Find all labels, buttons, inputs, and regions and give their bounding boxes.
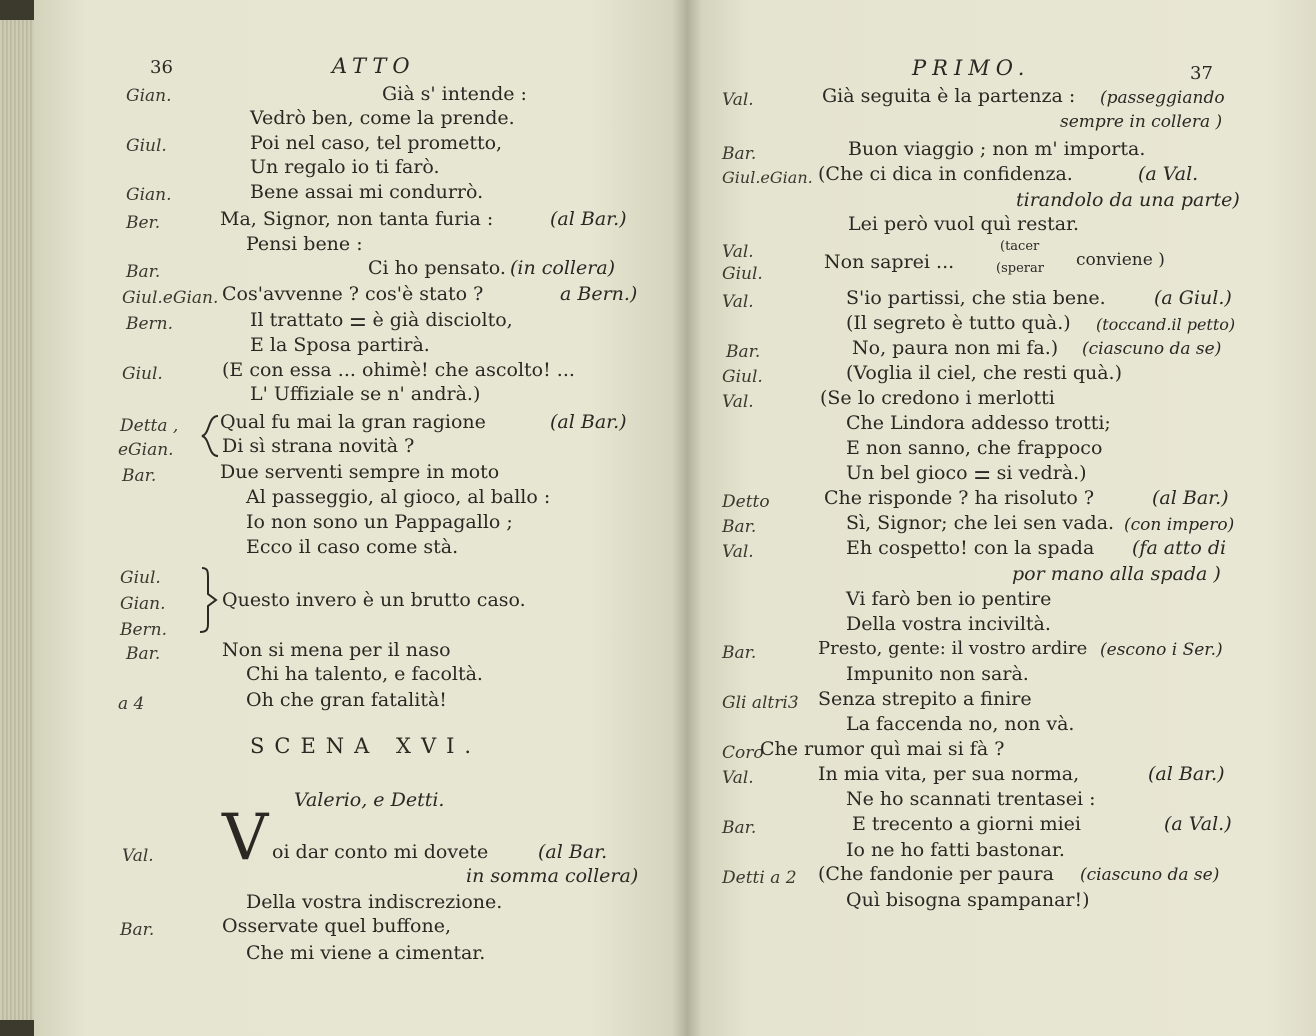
verse-line: Ecco il caso come stà. [246, 536, 459, 558]
verse-line: Un bel gioco ⚌ si vedrà.) [846, 462, 1087, 484]
alternative-top: (tacer [1000, 239, 1040, 254]
verse-line: Cos'avvenne ? cos'è stato ? [222, 283, 484, 305]
verse-line: Poi nel caso, tel prometto, [250, 132, 503, 154]
page-number-left: 36 [150, 57, 173, 78]
verse-line: Ma, Signor, non tanta furia : [220, 208, 494, 230]
stage-direction: (al Bar.) [550, 208, 627, 230]
verse-line: Che Lindora addesso trotti; [846, 412, 1111, 434]
speaker: Bar. [122, 466, 157, 486]
verse-line: Della vostra inciviltà. [846, 613, 1051, 635]
stage-direction: (a Val.) [1164, 813, 1232, 835]
verse-line: Non si mena per il naso [222, 639, 451, 661]
verse-line: Qual fu mai la gran ragione [220, 411, 486, 433]
verse-line: L' Uffiziale se n' andrà.) [250, 383, 481, 405]
scene-characters: Valerio, e Detti. [294, 789, 445, 811]
scene-title: SCENA XVI. [250, 734, 482, 758]
stage-direction: (passeggiando [1100, 88, 1225, 108]
verse-line: Chi ha talento, e facoltà. [246, 663, 483, 685]
verse-line: E non sanno, che frappoco [846, 437, 1103, 459]
verse-line: Buon viaggio ; non m' importa. [848, 138, 1146, 160]
verse-line: In mia vita, per sua norma, [818, 763, 1080, 785]
verse-line: Ne ho scannati trentasei : [846, 788, 1096, 810]
stage-direction: (toccand.il petto) [1096, 315, 1236, 334]
verse-line: Ci ho pensato. [368, 257, 506, 279]
page-number-right: 37 [1190, 63, 1213, 84]
alternative-bottom: (sperar [996, 261, 1044, 276]
speaker: Giul.eGian. [722, 168, 813, 187]
verse-line: Di sì strana novità ? [222, 435, 415, 457]
verse-line: (Voglia il ciel, che resti quà.) [846, 362, 1122, 384]
verse-line: Questo invero è un brutto caso. [222, 589, 526, 611]
speaker: Bern. [126, 314, 174, 334]
speaker: Gli altri3 [722, 693, 799, 713]
verse-line: Che risponde ? ha risoluto ? [824, 487, 1095, 509]
speaker: Bar. [722, 144, 757, 164]
verse-line: (Il segreto è tutto quà.) [846, 312, 1071, 334]
verse-line: Quì bisogna spampanar!) [846, 889, 1090, 911]
speaker: Giul. [122, 364, 163, 384]
speaker: Val. [722, 242, 754, 262]
verse-line: Oh che gran fatalità! [246, 689, 447, 711]
verse-line: Già seguita è la partenza : [822, 85, 1076, 107]
stage-direction: (al Bar.) [550, 411, 627, 433]
speaker: Val. [722, 542, 754, 562]
verse-line: Bene assai mi condurrò. [250, 181, 484, 203]
speaker: Bar. [722, 818, 757, 838]
verse-line: Presto, gente: il vostro ardire [818, 638, 1088, 659]
bracket-icon [200, 564, 222, 634]
verse-line: Già s' intende : [382, 83, 527, 105]
verse-line: (Che fandonie per paura [818, 863, 1054, 885]
verse-line: Della vostra indiscrezione. [246, 891, 503, 913]
verse-line: Al passeggio, al gioco, al ballo : [246, 486, 551, 508]
verse-line: Pensi bene : [246, 233, 363, 255]
verse-line: E la Sposa partirà. [250, 334, 430, 356]
verse-line: Che rumor quì mai si fà ? [760, 738, 1005, 760]
stage-direction: (fa atto di [1132, 537, 1227, 559]
speaker: Bar. [726, 342, 761, 362]
verse-line: conviene ) [1076, 250, 1165, 270]
verse-line: oi dar conto mi dovete [272, 841, 489, 863]
stage-direction: sempre in collera ) [1060, 112, 1223, 132]
speaker: Gian. [126, 86, 172, 106]
stage-direction: in somma collera) [466, 865, 639, 887]
speaker: Bern. [120, 620, 168, 640]
verse-line: Io non sono un Pappagallo ; [246, 511, 513, 533]
verse-line: Che mi viene a cimentar. [246, 942, 486, 964]
stage-direction: (a Giul.) [1154, 287, 1232, 309]
speaker: Coro [722, 743, 764, 763]
speaker: Giul.eGian. [122, 288, 219, 308]
verse-line: Un regalo io ti farò. [250, 156, 440, 178]
speaker: Detto [722, 492, 770, 512]
speaker: Bar. [722, 517, 757, 537]
verse-line: E trecento a giorni miei [852, 813, 1082, 835]
speaker: Gian. [126, 185, 172, 205]
stage-direction: (ciascuno da se) [1080, 865, 1220, 885]
running-head-right: PRIMO. [912, 56, 1031, 80]
speaker: Bar. [126, 644, 161, 664]
speaker: Val. [122, 846, 154, 866]
speaker: Giul. [722, 367, 763, 387]
verse-line: (Se lo credono i merlotti [820, 387, 1055, 409]
stage-direction: (escono i Ser.) [1100, 640, 1223, 660]
verse-line: La faccenda no, non và. [846, 713, 1075, 735]
speaker: a 4 [118, 694, 145, 714]
verse-line: S'io partissi, che stia bene. [846, 287, 1106, 309]
verse-line: Eh cospetto! con la spada [846, 537, 1095, 559]
speaker: eGian. [118, 440, 174, 460]
gutter-shadow [672, 0, 702, 1036]
verse-line: (Che ci dica in confidenza. [818, 163, 1073, 185]
speaker: Bar. [722, 643, 757, 663]
stage-direction: (in collera) [510, 257, 616, 279]
speaker: Giul. [120, 568, 161, 588]
stage-direction: (al Bar.) [1148, 763, 1225, 785]
stage-direction: a Bern.) [560, 283, 638, 305]
speaker: Detta , [120, 416, 179, 436]
stage-direction: (al Bar.) [1152, 487, 1229, 509]
speaker: Val. [722, 90, 754, 110]
stage-direction: (a Val. [1138, 163, 1199, 185]
stage-direction: (ciascuno da se) [1082, 339, 1222, 359]
stage-direction: (al Bar. [538, 841, 608, 863]
speaker: Bar. [120, 920, 155, 940]
verse-line: Due serventi sempre in moto [220, 461, 500, 483]
speaker: Giul. [722, 264, 763, 284]
speaker: Val. [722, 392, 754, 412]
speaker: Bar. [126, 262, 161, 282]
stage-direction: (con impero) [1124, 515, 1235, 535]
verse-line: Osservate quel buffone, [222, 915, 452, 937]
verse-line: Vi farò ben io pentire [846, 588, 1052, 610]
verse-line: (E con essa ... ohimè! che ascolto! ... [222, 359, 575, 381]
verse-line: No, paura non mi fa.) [852, 337, 1059, 359]
speaker: Val. [722, 768, 754, 788]
verse-line: Senza strepito a finire [818, 688, 1032, 710]
verse-line: Vedrò ben, come la prende. [250, 107, 515, 129]
verse-line: Io ne ho fatti bastonar. [846, 839, 1065, 861]
verse-line: Non saprei ... [824, 251, 955, 273]
stage-direction: por mano alla spada ) [1012, 563, 1221, 585]
speaker: Giul. [126, 136, 167, 156]
speaker: Val. [722, 292, 754, 312]
speaker: Ber. [126, 213, 161, 233]
verse-line: Impunito non sarà. [846, 663, 1029, 685]
running-head-left: ATTO [332, 54, 416, 78]
verse-line: Il trattato ⚌ è già disciolto, [250, 309, 513, 331]
drop-cap: V [222, 801, 269, 875]
brace-icon [198, 414, 222, 458]
verse-line: Sì, Signor; che lei sen vada. [846, 512, 1115, 534]
speaker: Gian. [120, 594, 166, 614]
speaker: Detti a 2 [722, 868, 797, 888]
stage-direction: tirandolo da una parte) [1016, 189, 1240, 211]
verse-line: Lei però vuol quì restar. [848, 213, 1080, 235]
